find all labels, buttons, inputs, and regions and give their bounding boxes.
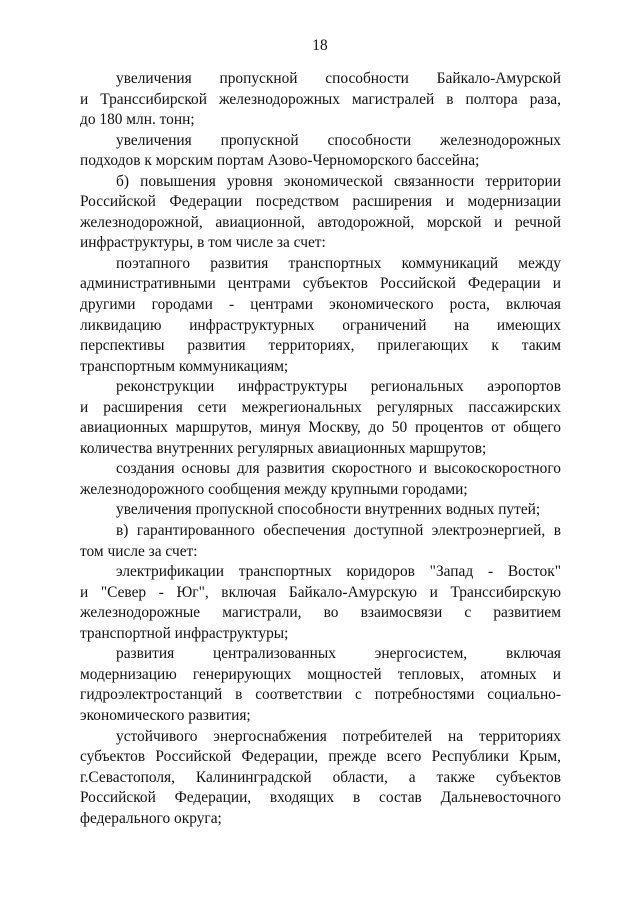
text-line: увеличения пропускной способности внутренних водных путей; [116,501,541,519]
paragraph [80,562,561,644]
text-line: подходов к морским портам Азово-Черноморского бассейна; [80,152,480,170]
text-line: административными центрами субъектов Российской Федерации и [80,275,561,293]
paragraph [80,459,561,500]
text-line: железнодорожной, авиационной, автодорожной, морской и речной [80,213,561,231]
text-line: федерального округа; [80,809,222,827]
text-line: развития централизованных энергосистем, включая [116,645,561,663]
text-line: транспортным коммуникациям; [80,357,289,375]
paragraph [80,172,561,254]
text-line: б) повышения уровня экономической связанности территории [116,172,561,190]
paragraph [80,644,561,726]
paragraph [80,254,561,377]
text-line: поэтапного развития транспортных коммуникаций между [116,254,561,272]
paragraph [80,377,561,459]
text-line: другими городами - центрами экономического роста, включая [80,296,561,314]
text-line: перспективы развития территориях, прилегающих к таким [80,337,561,355]
paragraph [80,727,561,830]
text-line: транспортной инфраструктуры; [80,624,289,642]
text-line: Российской Федерации посредством расширения и модернизации [80,193,561,211]
text-line: увеличения пропускной способности железнодорожных [116,131,561,149]
text-line: реконструкции инфраструктуры региональных аэропортов [116,378,561,396]
text-line: и Транссибирской железнодорожных магистралей в полтора раза, [80,90,561,108]
text-line: количества внутренних регулярных авиационных маршрутов; [80,439,487,457]
text-line: ликвидацию инфраструктурных ограничений на имеющих [80,316,561,334]
text-line: гидроэлектростанций в соответствии с потребностями социально- [80,686,561,704]
text-line: инфраструктуры, в том числе за счет: [80,234,326,252]
text-line: железнодорожного сообщения между крупными городами; [80,480,468,498]
document-body [80,69,561,829]
text-line: том числе за счет: [80,542,198,560]
text-line: создания основы для развития скоростного и высокоскоростного [116,460,561,478]
text-line: авиационных маршрутов, минуя Москву, до 50 процентов от общего [80,419,561,437]
text-line: субъектов Российской Федерации, прежде всего Республики Крым, [80,748,561,766]
text-line: и "Север - Юг", включая Байкало-Амурскую и Транссибирскую [80,583,561,601]
text-line: устойчивого энергоснабжения потребителей на территориях [116,727,561,745]
paragraph [80,521,561,562]
text-line: увеличения пропускной способности Байкало-Амурской [116,70,561,87]
text-line: модернизацию генерирующих мощностей тепловых, атомных и [80,665,561,683]
text-line: в) гарантированного обеспечения доступной электроэнергией, в [116,522,561,540]
text-line: Российской Федерации, входящих в состав Дальневосточного [80,789,561,807]
text-line: электрификации транспортных коридоров "Запад - Восток" [116,563,561,581]
paragraph [80,69,561,131]
paragraph [80,131,561,172]
text-line: до 180 млн. тонн; [80,111,195,129]
page-number: 18 [312,37,328,54]
text-line: и расширения сети межрегиональных регулярных пассажирских [80,398,561,416]
text-line: железнодорожные магистрали, во взаимосвязи с развитием [80,604,561,622]
text-line: г.Севастополя, Калининградской области, а также субъектов [80,768,561,786]
paragraph [80,500,561,521]
text-line: экономического развития; [80,706,251,724]
